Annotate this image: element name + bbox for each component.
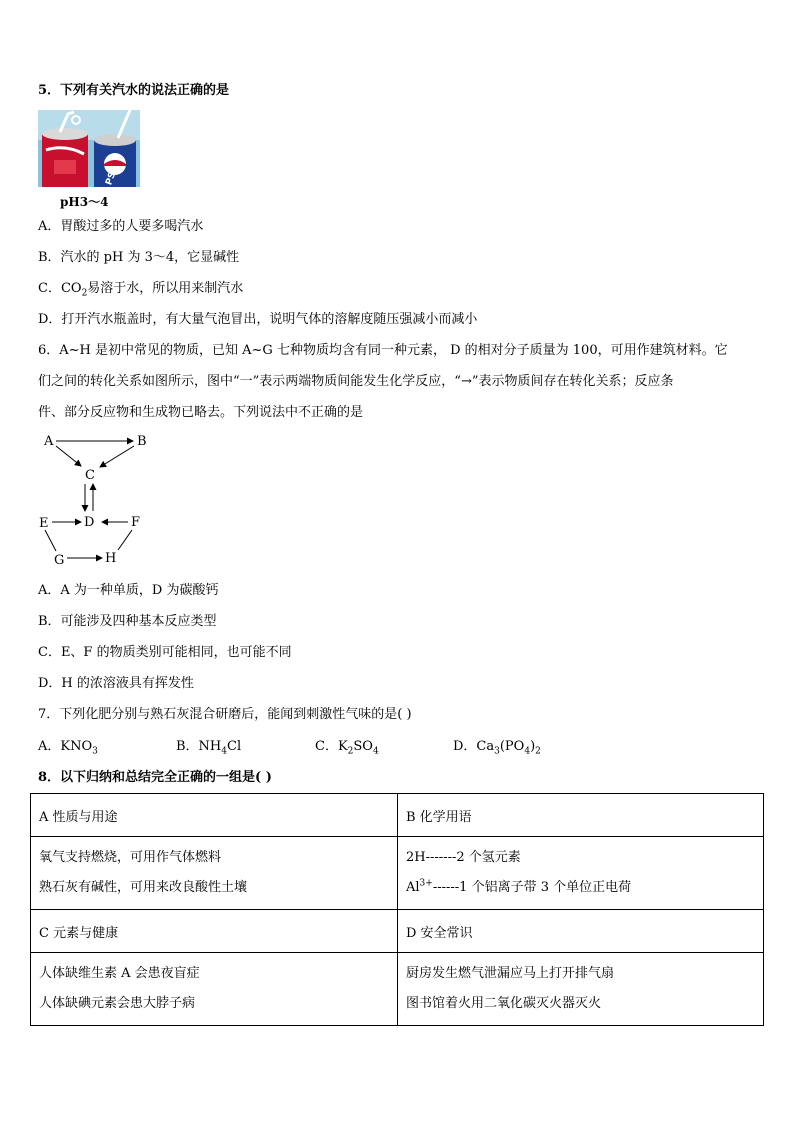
node-b: B	[137, 434, 147, 449]
table-row	[31, 794, 764, 837]
q7-title: 7．下列化肥分别与熟石灰混合研磨后，能闻到刺激性气味的是( )	[38, 707, 412, 722]
q5-option-c-suffix: 易溶于水，所以用来制汽水	[87, 281, 244, 296]
q7-d-sub3: 2	[535, 746, 541, 757]
q7-option-a	[38, 738, 98, 756]
node-c: C	[85, 468, 95, 483]
q7-option-c	[315, 738, 379, 756]
q7-b-prefix: B．NH	[176, 739, 222, 754]
cell-b-head: B 化学用语	[398, 794, 764, 837]
svg-text:PSI: PSI	[104, 167, 120, 187]
soda-cans-illustration	[38, 110, 140, 187]
q5-option-b: B．汽水的 pH 为 3～4，它显碱性	[38, 250, 240, 265]
cell-d-body	[398, 953, 764, 1026]
table-row	[31, 910, 764, 953]
cell-b-line-1: 2H-------2 个氢元素	[406, 850, 521, 865]
cell-d-line-2: 图书馆着火用二氧化碳灭火器灭火	[406, 996, 602, 1011]
q5-option-d: D．打开汽水瓶盖时，有大量气泡冒出，说明气体的溶解度随压强减小而减小	[38, 312, 478, 327]
conversion-diagram	[36, 428, 156, 568]
cell-b-line-2-suffix: ------1 个铝离子带 3 个单位正电荷	[432, 880, 632, 895]
q6-title-line-1: 6．A~H 是初中常见的物质，已知 A~G 七种物质均含有同一种元素， D 的相对分子质量为 100，可用作建筑材料。它	[38, 343, 728, 358]
q7-option-d	[453, 738, 541, 756]
q5-option-c-prefix: C．CO	[38, 281, 82, 296]
q7-d-sub2: 4	[524, 746, 531, 757]
q8-summary-table	[30, 793, 764, 1026]
soda-cans-photo	[38, 110, 140, 187]
cell-b-line-2	[406, 879, 755, 897]
cell-c-line-2: 人体缺碘元素会患大脖子病	[39, 996, 196, 1011]
q5-option-c-sub: 2	[81, 288, 88, 299]
cell-b-line-2-sup: 3+	[419, 878, 433, 889]
q7-a-sub: 3	[92, 746, 98, 757]
q6-title-line-2: 们之间的转化关系如图所示，图中“一”表示两端物质间能发生化学反应，“→”表示物质间存在转化关系；反应条	[38, 374, 674, 389]
cell-a-body	[31, 837, 398, 910]
table-row	[31, 837, 764, 910]
q6-option-a: A．A 为一种单质，D 为碳酸钙	[38, 583, 219, 598]
node-a: A	[44, 434, 54, 449]
cell-d-line-1: 厨房发生燃气泄漏应马上打开排气扇	[406, 966, 615, 981]
q7-option-b	[176, 738, 241, 756]
node-d: D	[84, 515, 95, 530]
q7-c-sub: 2	[347, 746, 354, 757]
q7-d-sub: 3	[494, 746, 500, 757]
q6-option-c: C．E、F 的物质类别可能相同，也可能不同	[38, 645, 292, 660]
node-e: E	[39, 516, 49, 531]
cell-b-line-2-prefix: Al	[406, 880, 420, 895]
cell-a-head: A 性质与用途	[31, 794, 398, 837]
q7-c-sub2: 4	[372, 746, 379, 757]
cell-a-line-1: 氧气支持燃烧，可用作气体燃料	[39, 850, 222, 865]
q6-title-line-3: 件、部分反应物和生成物已略去。下列说法中不正确的是	[38, 405, 364, 420]
node-f: F	[131, 515, 141, 530]
q6-option-d: D．H 的浓溶液具有挥发性	[38, 676, 194, 691]
edge-b-c	[100, 446, 134, 467]
q7-d-prefix: D．Ca	[453, 739, 495, 754]
cell-c-head: C 元素与健康	[31, 910, 398, 953]
q8-title: 8．以下归纳和总结完全正确的一组是( )	[38, 770, 272, 785]
photo-caption: pH3～4	[60, 195, 109, 209]
q7-c-prefix: C．K	[315, 739, 348, 754]
q7-d-mid: (PO	[499, 739, 525, 754]
q6-option-b: B．可能涉及四种基本反应类型	[38, 614, 217, 629]
q7-b-suffix: Cl	[227, 739, 242, 754]
edge-e-g	[45, 530, 56, 551]
cell-d-head: D 安全常识	[398, 910, 764, 953]
table-row	[31, 953, 764, 1026]
q5-option-c	[38, 280, 243, 298]
q7-c-suffix: SO	[353, 739, 373, 754]
q7-b-sub: 4	[221, 746, 227, 757]
cell-b-body	[398, 837, 764, 910]
edge-f-h	[118, 530, 132, 550]
cell-c-line-1: 人体缺维生素 A 会患夜盲症	[39, 966, 200, 981]
q7-a-prefix: A．KNO	[38, 739, 93, 754]
cell-c-body	[31, 953, 398, 1026]
cell-a-line-2: 熟石灰有碱性，可用来改良酸性土壤	[39, 880, 248, 895]
node-h: H	[105, 551, 117, 566]
edge-a-c	[56, 446, 81, 466]
q5-title: 5．下列有关汽水的说法正确的是	[38, 83, 230, 98]
q7-d-suffix: )	[530, 739, 536, 754]
node-g: G	[54, 553, 65, 568]
q5-option-a: A．胃酸过多的人要多喝汽水	[38, 219, 204, 234]
